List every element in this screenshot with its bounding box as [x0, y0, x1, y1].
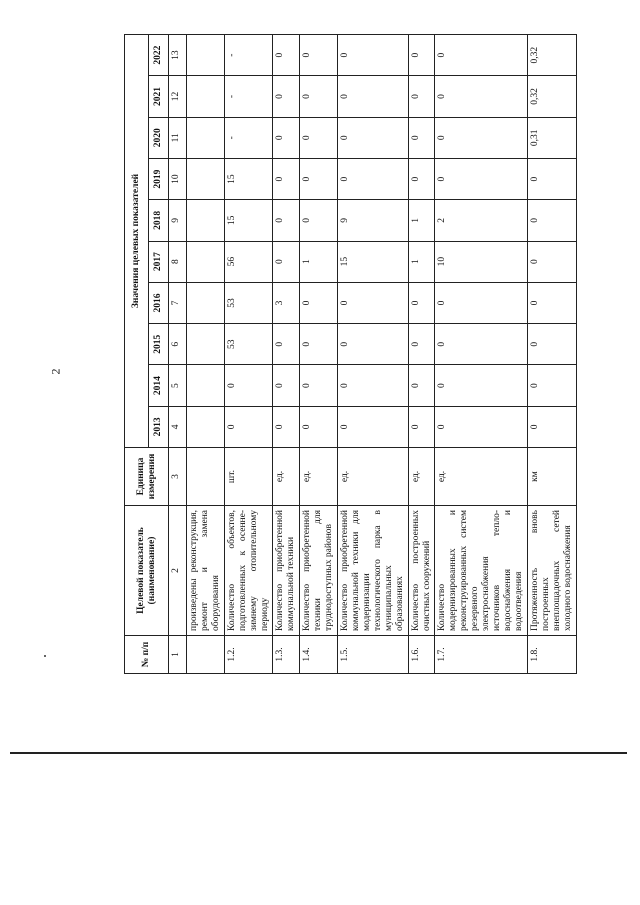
- row-value: 0: [408, 324, 435, 365]
- page-number: 2: [48, 368, 63, 375]
- row-value: -: [224, 76, 273, 117]
- row-value: 0: [338, 282, 409, 323]
- column-number-cell: 7: [169, 282, 187, 323]
- row-value: 0: [338, 324, 409, 365]
- row-value: 0: [527, 158, 576, 199]
- row-indicator: Количество построенных очистных сооружений: [408, 506, 435, 636]
- row-value: 15: [338, 241, 409, 282]
- table-row: [300, 35, 338, 674]
- row-value: [187, 158, 225, 199]
- row-value: 0: [408, 282, 435, 323]
- header-values-group: Значения целевых показателей: [125, 35, 149, 448]
- row-value: 0: [300, 324, 338, 365]
- row-value: 0: [224, 365, 273, 406]
- row-value: [187, 76, 225, 117]
- row-value: 0,32: [527, 35, 576, 76]
- row-value: 2: [435, 200, 527, 241]
- table-body: [187, 35, 577, 674]
- row-value: [187, 324, 225, 365]
- header-year: 2021: [149, 76, 169, 117]
- row-indicator: Количество приобретенной коммунальной техники: [273, 506, 300, 636]
- row-value: [187, 35, 225, 76]
- row-value: 0: [300, 282, 338, 323]
- row-value: 3: [273, 282, 300, 323]
- row-value: 0: [408, 365, 435, 406]
- row-value: 0: [338, 158, 409, 199]
- row-value: 10: [435, 241, 527, 282]
- header-year: 2014: [149, 365, 169, 406]
- row-value: [187, 241, 225, 282]
- row-value: 0: [273, 35, 300, 76]
- table-row: [435, 35, 527, 674]
- rotated-table-container: [124, 34, 573, 674]
- row-value: 0: [527, 282, 576, 323]
- row-number: 1.5.: [338, 636, 409, 674]
- row-value: -: [224, 117, 273, 158]
- header-unit: Единица измерения: [125, 448, 169, 506]
- row-value: [187, 406, 225, 447]
- column-number-cell: 12: [169, 76, 187, 117]
- table-row: [338, 35, 409, 674]
- row-number: 1.8.: [527, 636, 576, 674]
- row-number: 1.2.: [224, 636, 273, 674]
- column-number-row: [169, 35, 187, 674]
- row-value: 56: [224, 241, 273, 282]
- header-year: 2013: [149, 406, 169, 447]
- row-value: 0: [435, 158, 527, 199]
- row-indicator: Протяженность вновь построенных внеплощадочных сетей холодного водоснабжения: [527, 506, 576, 636]
- header-year: 2017: [149, 241, 169, 282]
- row-value: 1: [408, 241, 435, 282]
- stray-dot: [44, 655, 46, 657]
- row-unit: ед.: [408, 448, 435, 506]
- row-value: -: [224, 35, 273, 76]
- column-number-cell: 3: [169, 448, 187, 506]
- row-value: 0: [408, 158, 435, 199]
- row-value: 0: [408, 406, 435, 447]
- row-value: 0: [300, 158, 338, 199]
- row-unit: ед.: [273, 448, 300, 506]
- row-value: 0: [338, 35, 409, 76]
- header-year: 2016: [149, 282, 169, 323]
- row-value: 0: [435, 324, 527, 365]
- row-value: 0: [273, 241, 300, 282]
- row-value: [187, 365, 225, 406]
- row-unit: ед.: [338, 448, 409, 506]
- column-number-cell: 1: [169, 636, 187, 674]
- row-unit: ед.: [435, 448, 527, 506]
- row-value: 0: [408, 76, 435, 117]
- row-number: 1.4.: [300, 636, 338, 674]
- row-value: 0: [435, 117, 527, 158]
- row-value: 15: [224, 200, 273, 241]
- row-value: 0: [338, 406, 409, 447]
- row-number: 1.7.: [435, 636, 527, 674]
- row-value: 0: [273, 365, 300, 406]
- row-unit: шт.: [224, 448, 273, 506]
- row-value: 0: [338, 365, 409, 406]
- row-value: 0: [527, 406, 576, 447]
- header-indicator: Целевой показатель (наименование): [125, 506, 169, 636]
- row-value: 0: [435, 76, 527, 117]
- row-value: 9: [338, 200, 409, 241]
- table-row: [408, 35, 435, 674]
- row-value: [187, 282, 225, 323]
- row-value: 0: [527, 200, 576, 241]
- header-year: 2019: [149, 158, 169, 199]
- horizontal-rule: [10, 752, 627, 754]
- header-year: 2018: [149, 200, 169, 241]
- column-number-cell: 4: [169, 406, 187, 447]
- row-unit: ед.: [300, 448, 338, 506]
- row-value: 0,32: [527, 76, 576, 117]
- row-indicator: Количество объектов, подготовленных к осенне-зимнему отопительному периоду: [224, 506, 273, 636]
- row-value: 0: [435, 406, 527, 447]
- row-value: 0: [273, 406, 300, 447]
- row-value: 0: [338, 76, 409, 117]
- row-indicator: Количество приобретенной коммунальной техники для модернизации технологического парка в муниципальных образованиях: [338, 506, 409, 636]
- row-value: 0: [300, 365, 338, 406]
- row-number: 1.6.: [408, 636, 435, 674]
- column-number-cell: 13: [169, 35, 187, 76]
- row-value: 0: [527, 365, 576, 406]
- row-value: 0: [300, 200, 338, 241]
- row-value: 0: [527, 241, 576, 282]
- row-indicator: Количество модернизированных и реконструированных систем резервного электроснабжения источников тепло-водоснабжения и водоотведения: [435, 506, 527, 636]
- column-number-cell: 6: [169, 324, 187, 365]
- row-value: 0: [527, 324, 576, 365]
- header-no: № п/п: [125, 636, 169, 674]
- row-value: 0: [224, 406, 273, 447]
- row-unit: [187, 448, 225, 506]
- row-value: 0: [435, 365, 527, 406]
- row-value: 0: [408, 35, 435, 76]
- header-year: 2015: [149, 324, 169, 365]
- column-number-cell: 8: [169, 241, 187, 282]
- header-year: 2022: [149, 35, 169, 76]
- row-value: 0: [300, 35, 338, 76]
- row-value: 0: [300, 76, 338, 117]
- row-indicator: Количество приобретенной техники для труднодоступных районов: [300, 506, 338, 636]
- table-row: [224, 35, 273, 674]
- row-value: [187, 117, 225, 158]
- column-number-cell: 2: [169, 506, 187, 636]
- row-value: 0: [435, 282, 527, 323]
- row-value: 0: [273, 324, 300, 365]
- row-value: 0: [273, 158, 300, 199]
- row-unit: км: [527, 448, 576, 506]
- column-number-cell: 9: [169, 200, 187, 241]
- row-number: [187, 636, 225, 674]
- row-value: 1: [300, 241, 338, 282]
- row-value: 0: [408, 117, 435, 158]
- row-value: 1: [408, 200, 435, 241]
- target-indicators-table: [124, 34, 577, 674]
- table-row: [527, 35, 576, 674]
- table-row: [273, 35, 300, 674]
- row-value: 0: [273, 200, 300, 241]
- row-value: 0: [338, 117, 409, 158]
- row-value: 0,31: [527, 117, 576, 158]
- row-value: 0: [273, 117, 300, 158]
- row-value: 53: [224, 282, 273, 323]
- header-year: 2020: [149, 117, 169, 158]
- row-value: 0: [300, 406, 338, 447]
- column-number-cell: 10: [169, 158, 187, 199]
- row-value: 53: [224, 324, 273, 365]
- table-row: [187, 35, 225, 674]
- row-value: [187, 200, 225, 241]
- row-value: 0: [300, 117, 338, 158]
- column-number-cell: 11: [169, 117, 187, 158]
- row-value: 0: [435, 35, 527, 76]
- row-value: 15: [224, 158, 273, 199]
- row-value: 0: [273, 76, 300, 117]
- row-indicator: произведены реконструкция, ремонт и замена оборудования: [187, 506, 225, 636]
- row-number: 1.3.: [273, 636, 300, 674]
- column-number-cell: 5: [169, 365, 187, 406]
